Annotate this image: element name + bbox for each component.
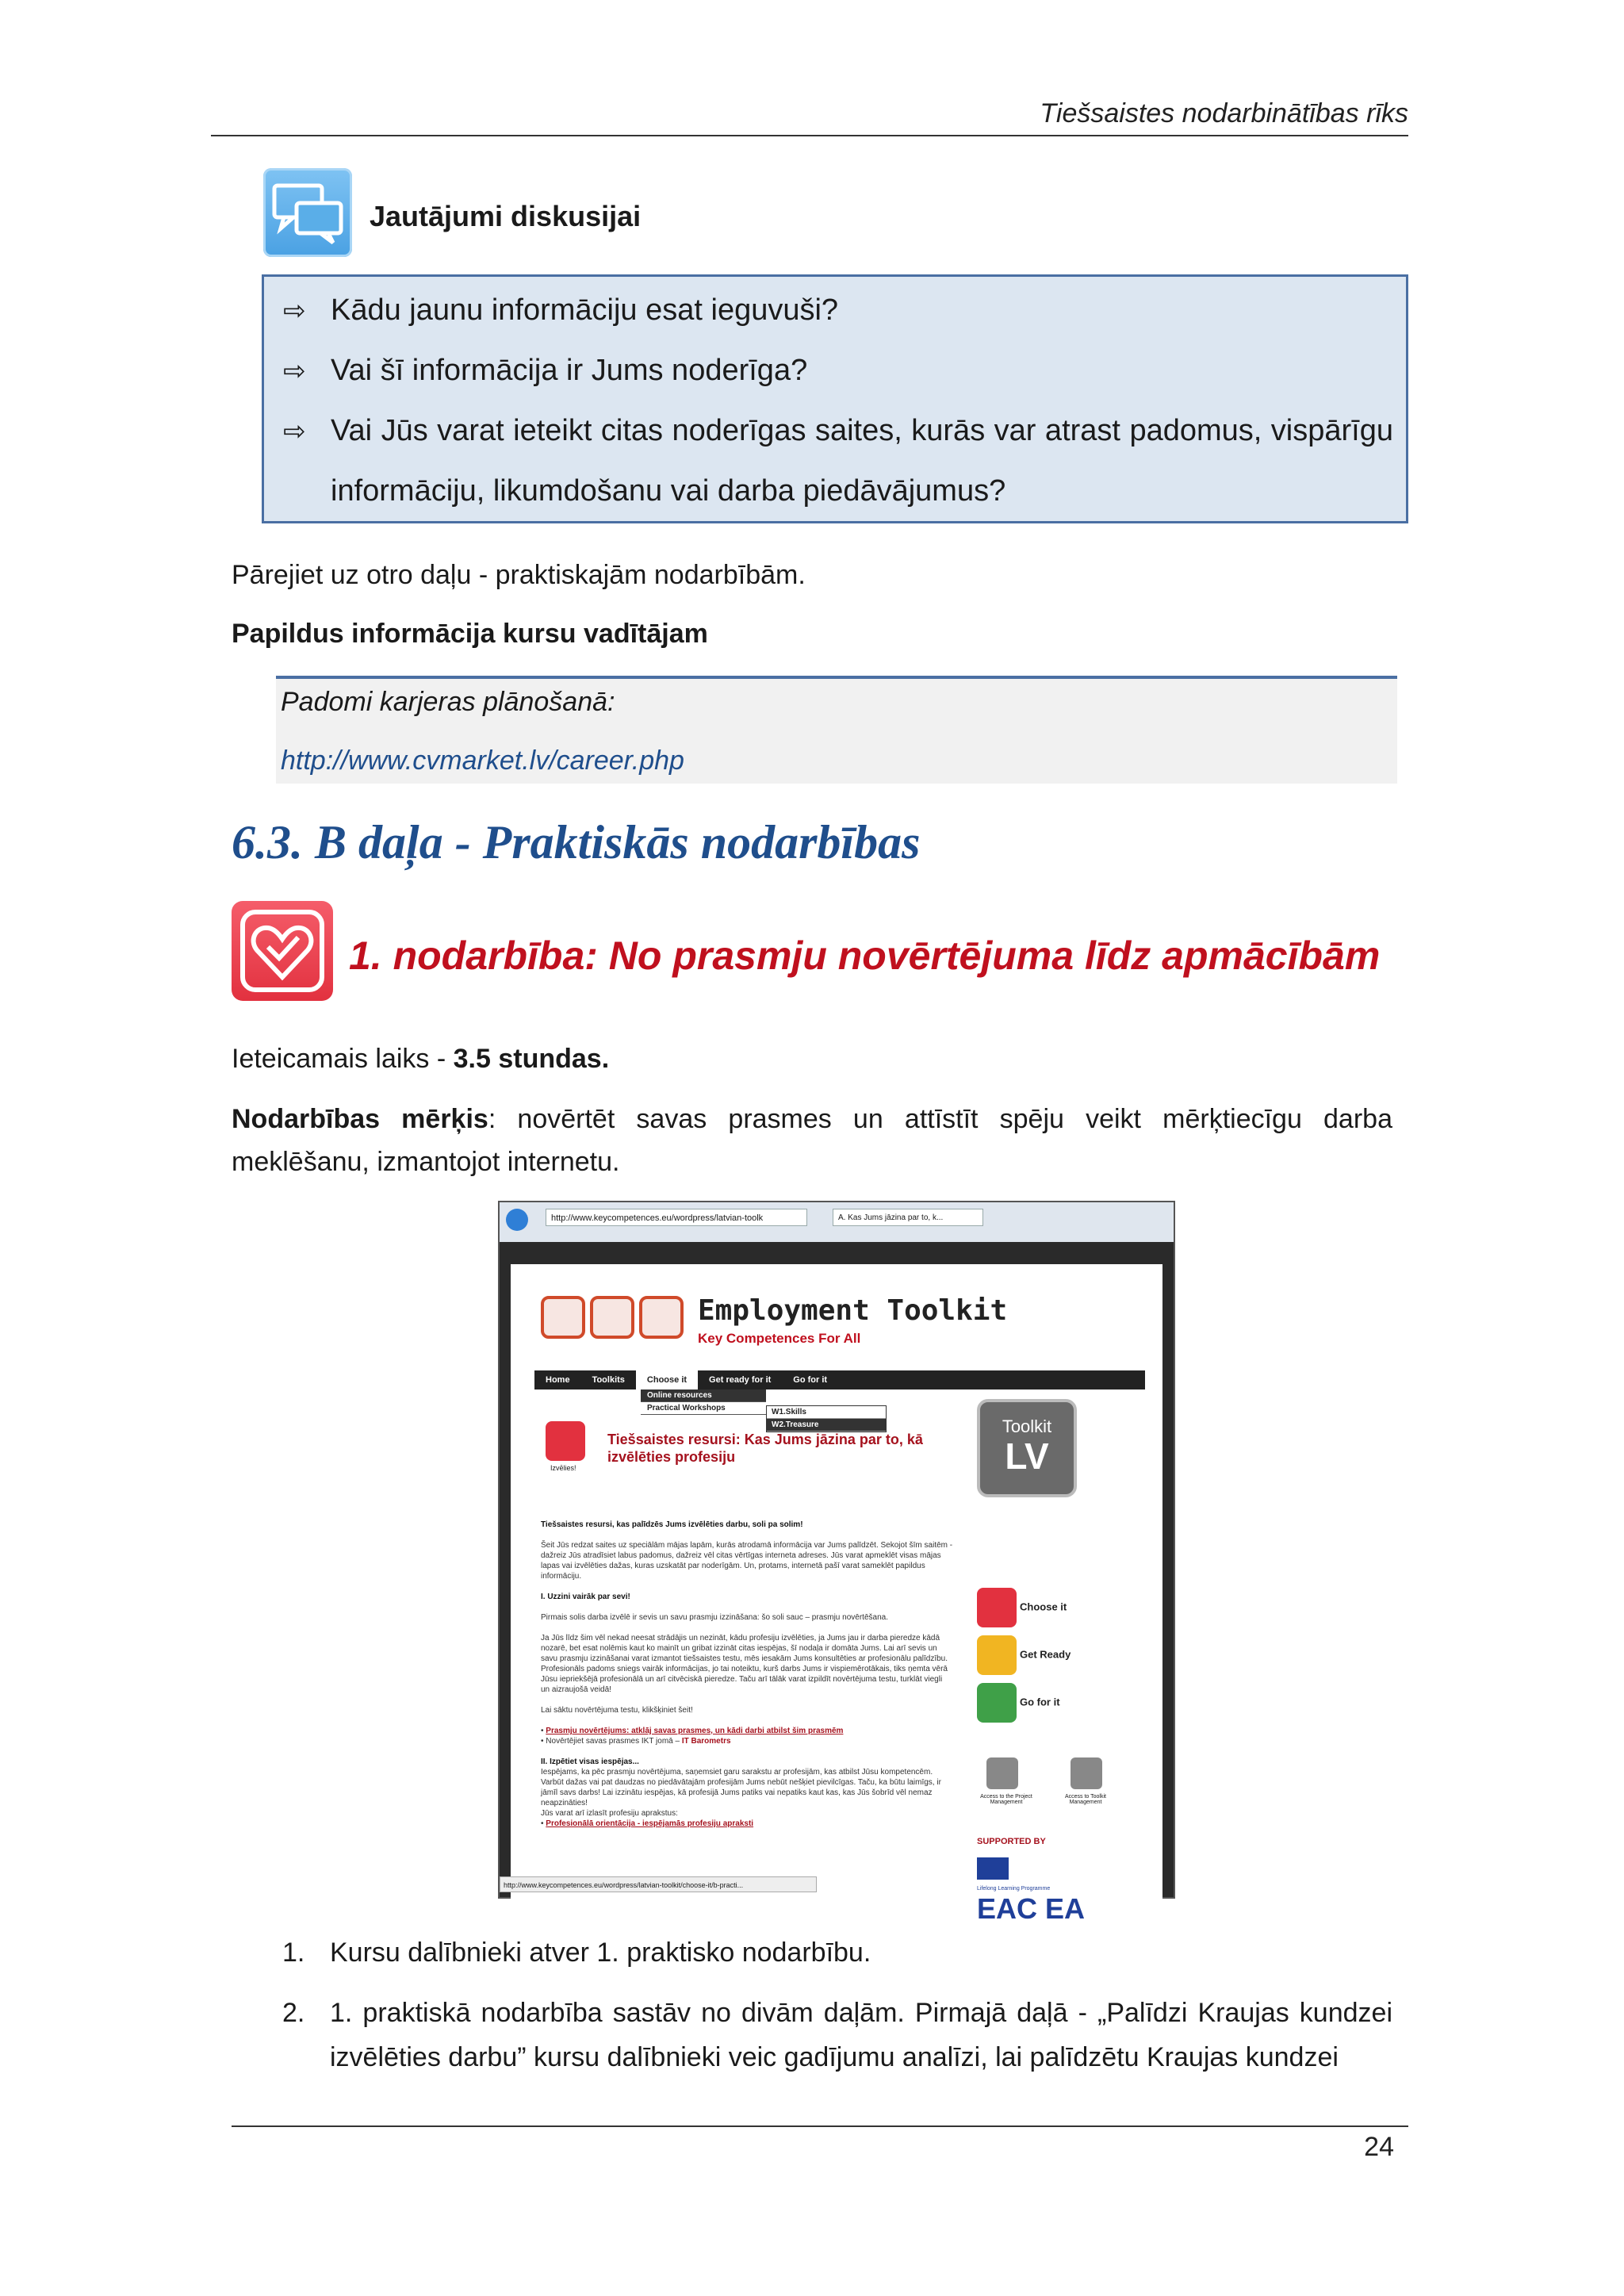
- discussion-title: Jautājumi diskusijai: [370, 200, 642, 232]
- link2-prefix: Novērtējiet savas prasmes IKT jomā –: [546, 1737, 682, 1746]
- browser-tab: A. Kas Jums jāzina par to, k...: [833, 1209, 983, 1226]
- extra-info-heading: Papildus informācija kursu vadītājam: [232, 619, 708, 649]
- intro-text: Šeit Jūs redzat saites uz speciālām mājas lapām, kurās atrodamā informācija var Jums palīdzēt. Sekojot šīm saitēm - dažreiz Jūs atradīsiet labus padomus, dažreiz vēl citas vērtīgas interneta adreses. Jūs varat apmeklēt visas mājas lapas vai izvēlēties dažas, kuras uzskatāt par noderīgām. Un, protams, internetā pašī varat sameklēt papildus informāciju.: [541, 1541, 953, 1581]
- footer-rule: [232, 2125, 1408, 2127]
- side-go-for-it: Go for it: [977, 1683, 1120, 1723]
- start-line: Lai sāktu novērtējuma testu, klikšķiniet šeit!: [541, 1706, 693, 1715]
- browser-screenshot-figure: [498, 1201, 1175, 1925]
- arrow-right-icon: ⇨: [283, 416, 306, 447]
- header-rule: [211, 135, 1408, 136]
- goal-text: : novērtēt savas prasmes un attīstīt spēju veikt mērķtiecīgu darba meklēšanu, izmantojot internetu.: [232, 1104, 1392, 1177]
- discussion-question: ⇨ Vai Jūs varat ieteikt citas noderīgas saites, kurās var atrast padomus, vispārīgu informāciju, likumdošanu vai darba piedāvājumus?: [283, 401, 1393, 521]
- side-choose-it: Choose it: [977, 1588, 1120, 1627]
- mini-icon-label: Izvēlies!: [550, 1464, 576, 1472]
- arrow-right-icon: ⇨: [283, 356, 306, 386]
- toolkit-management-icon: [1071, 1757, 1102, 1789]
- time-value: 3.5 stundas.: [453, 1044, 610, 1074]
- dropdown-item: Practical Workshops: [641, 1402, 766, 1415]
- section2-text: Iespējams, ka pēc prasmju novērtējuma, saņemsiet garu sarakstu ar profesijām, kas atbilst Jūsu kompetencēm. Varbūt dažas vai pat daudzas no piedāvātajām profesijām Jums nebūt nešķiet pievilcīgas. Taču, ka būtu laimīgs, ir jāmīl savs darbs! Lai izzinātu iespējas, kā profesijā Jums patiks vai nepatiks kaut kas, kas Jūs šobrīd vēl nemaz neapzināties!: [541, 1768, 941, 1807]
- toolkit-management-label: Access to Toolkit Management: [1064, 1794, 1106, 1805]
- arrow-icon: [977, 1683, 1017, 1723]
- supported-by: SUPPORTED BY: [977, 1837, 1046, 1846]
- toolkit-lv-logo: [977, 1399, 1077, 1497]
- time-label: Ieteicamais laiks -: [232, 1044, 454, 1074]
- heart-icon: [977, 1588, 1017, 1627]
- goal-label: Nodarbības mērķis: [232, 1104, 488, 1134]
- link-professions: Profesionālā orientācija - iespējamās profesiju apraksti: [546, 1819, 754, 1828]
- logo-box-icon: [639, 1296, 684, 1339]
- activity-heading: 1. nodarbība: No prasmju novērtējuma līdz apmācībām: [349, 933, 1381, 978]
- nav-choose-it: Choose it: [636, 1370, 698, 1389]
- section1-text2: Ja Jūs līdz šim vēl nekad neesat strādājis un nezināt, kādu profesiju izvēlēties, ja Jums jau ir darba pieredze kādā nozarē, bet esat nolēmis kaut ko mainīt un gribat izzināt citas iespējas, šī nodaļa ir domāta Jums. Lai arī sevis un savu prasmju izzināšanai varat izmantot tiešsaistes testu, mēs iesakām Jums konsultēties ar profesionālu palīdzību. Profesionāls padoms sniegs vairāk informācijas, jo tai noteiktu, kurš darbs Jums ir vispiemērotākais, tiks ņemta vērā Jūsu iepriekšējā profesionālā un arī citvēciskā pieredze. Taču arī tālāk varat izpildīt novērtējuma testu, turklāt viegli un aizraujošā veidā!: [541, 1634, 948, 1694]
- subdropdown-item: W2.Treasure: [767, 1419, 886, 1432]
- speech-bubbles-icon: [263, 168, 352, 257]
- list-number: 1.: [282, 1938, 305, 1968]
- embedded-page: [511, 1264, 1162, 1925]
- side-get-ready: Get Ready: [977, 1635, 1120, 1675]
- nav-home: Home: [546, 1375, 570, 1385]
- page-number: 24: [1364, 2132, 1394, 2162]
- embedded-dropdown: [641, 1389, 766, 1415]
- project-management-label: Access to the Project Management: [980, 1794, 1032, 1805]
- section2-heading: II. Izpētiet visas iespējas...: [541, 1757, 639, 1766]
- eac-logo: EAC EA: [977, 1892, 1086, 1925]
- goal-paragraph: [232, 1098, 1392, 1183]
- subdropdown-item: W1.Skills: [767, 1406, 886, 1419]
- spiral-icon: [977, 1635, 1017, 1675]
- intro-bold: Tiešsaistes resursi, kas palīdzēs Jums izvēlēties darbu, soli pa solim!: [541, 1520, 803, 1529]
- go-next-paragraph: Pārejiet uz otro daļu - praktiskajām nodarbībām.: [232, 560, 806, 590]
- address-bar: http://www.keycompetences.eu/wordpress/latvian-toolk: [546, 1209, 807, 1226]
- back-arrow-icon: [506, 1209, 528, 1231]
- section1-heading: I. Uzzini vairāk par sevi!: [541, 1593, 630, 1601]
- list-item-text: Kursu dalībnieki atver 1. praktisko nodarbību.: [330, 1938, 871, 1968]
- dropdown-item: Online resources: [641, 1389, 766, 1402]
- resource-box: [276, 676, 1397, 784]
- lv-top-text: Toolkit: [1002, 1416, 1052, 1436]
- heart-icon: [546, 1421, 585, 1461]
- browser-chrome: [500, 1202, 1174, 1242]
- embedded-nav: [534, 1370, 1145, 1389]
- section1-text: Pirmais solis darba izvēlē ir sevis un savu prasmju izzināšana: šo soli sauc – prasmju novērtēšana.: [541, 1613, 888, 1622]
- arrow-right-icon: ⇨: [283, 296, 306, 326]
- toolkit-logo-icons: [541, 1296, 688, 1343]
- link-it-barometrs: IT Barometrs: [681, 1737, 731, 1746]
- lv-bottom-text: LV: [1005, 1435, 1049, 1477]
- discussion-question: ⇨ Vai šī informācija ir Jums noderīga?: [283, 340, 1393, 401]
- logo-box-icon: [590, 1296, 634, 1339]
- heart-check-icon: [232, 901, 333, 1001]
- resource-link[interactable]: http://www.cvmarket.lv/career.php: [281, 746, 684, 776]
- nav-go-for-it: Go for it: [793, 1375, 828, 1385]
- project-management-icon: [986, 1757, 1018, 1789]
- status-bar: http://www.keycompetences.eu/wordpress/latvian-toolkit/choose-it/b-practi...: [500, 1876, 817, 1892]
- time-line: [232, 1044, 609, 1075]
- logo-box-icon: [541, 1296, 585, 1339]
- embedded-subdropdown: [766, 1405, 887, 1432]
- discussion-questions-box: [262, 274, 1408, 523]
- link-skills: Prasmju novērtējums: atklāj savas prasmes, un kādi darbi atbilst šim prasmēm: [546, 1727, 844, 1735]
- toolkit-title: Employment Toolkit: [698, 1294, 1008, 1327]
- nav-toolkits: Toolkits: [592, 1375, 625, 1385]
- lll-label: Lifelong Learning Programme: [977, 1886, 1051, 1892]
- embedded-resource-title: Tiešsaistes resursi: Kas Jums jāzina par to, kā izvēlēties profesiju: [607, 1432, 923, 1465]
- running-header: Tiešsaistes nodarbinātības rīks: [1040, 98, 1408, 128]
- toolkit-subtitle: Key Competences For All: [698, 1331, 861, 1346]
- section-heading: 6.3. B daļa - Praktiskās nodarbības: [232, 816, 921, 868]
- nav-get-ready: Get ready for it: [709, 1375, 772, 1385]
- eu-flag-icon: [977, 1857, 1009, 1880]
- list-item-text: 1. praktiskā nodarbība sastāv no divām daļām. Pirmajā daļā - „Palīdzi Kraujas kundzei izvēlēties darbu” kursu dalībnieki veic gadījumu analīzi, lai palīdzētu Kraujas kundzei: [330, 1998, 1392, 2072]
- resource-label: Padomi karjeras plānošanā:: [281, 687, 615, 717]
- section2-text2: Jūs varat arī izlasīt profesiju aprakstus:: [541, 1809, 678, 1818]
- embedded-body: Tiešsaistes resursi, kas palīdzēs Jums izvēlēties darbu, soli pa solim! Šeit Jūs redzat saites uz speciālām mājas lapām, kurās atrodamā informācija var Jums palīdzēt. Sekojot šīm saitēm - dažreiz Jūs atradīsiet labus padomus, dažreiz vēl citas vērtīgas interneta adreses. Jūs varat apmeklēt visas mājas lapas vai izvēlēties dažas, kuras uzskatāt par noderīgām. Un, protams, internetā pašī varat sameklēt papildus informāciju. I. Uzzini vairāk par sevi! Pirmais solis darba izvēlē ir sevis un savu prasmju izzināšana: šo soli sauc – prasmju novērtēšana. Ja Jūs līdz šim vēl nekad neesat strādājis un nezināt, kādu profesiju izvēlēties, ja Jums jau ir darba pieredze kādā nozarē, bet esat nolēmis kaut ko mainīt un gribat izzināt citas iespējas, šī nodaļa ir domāta Jums. Lai arī sevis un savu prasmju izzināšanai varat izmantot tiešsaistes testu, mēs iesakām Jums konsultēties ar profesionālu palīdzību. Profesionāls padoms sniegs vairāk informācijas, jo tai noteiktu, kurš darbs Jums ir vispiemērotākais, tiks ņemta vērā Jūsu iepriekšējā profesionālā un arī citvēciskā pieredze. Taču arī tālāk varat izpildīt novērtējuma testu, turklāt viegli un aizraujošā veidā! Lai sāktu novērtējuma testu, klikšķiniet šeit! • Prasmju novērtējums: atklāj savas prasmes, un kādi darbi atbilst šim prasmēm • Novērtējiet savas prasmes IKT jomā – IT Barometrs II. Izpētiet visas iespējas... Iespējams, ka pēc prasmju novērtējuma, saņemsiet garu sarakstu ar profesijām, kas atbilst Jūsu kompetencēm. Varbūt dažas vai pat daudzas no piedāvātajām profesijām Jums nebūt nešķiet pievilcīgas. Taču, ka būtu laimīgs, ir jāmīl savs darbs! Lai izzinātu iespējas, kā profesijā Jums patiks vai nepatiks kaut kas, kas Jūs šobrīd vēl nemaz neapzināties! Jūs varat arī izlasīt profesiju aprakstus: • Profesionālā orientācija - iespējamās profesiju apraksti: [541, 1520, 953, 1828]
- discussion-question: ⇨ Kādu jaunu informāciju esat ieguvuši?: [283, 280, 1393, 341]
- list-number: 2.: [282, 1998, 305, 2028]
